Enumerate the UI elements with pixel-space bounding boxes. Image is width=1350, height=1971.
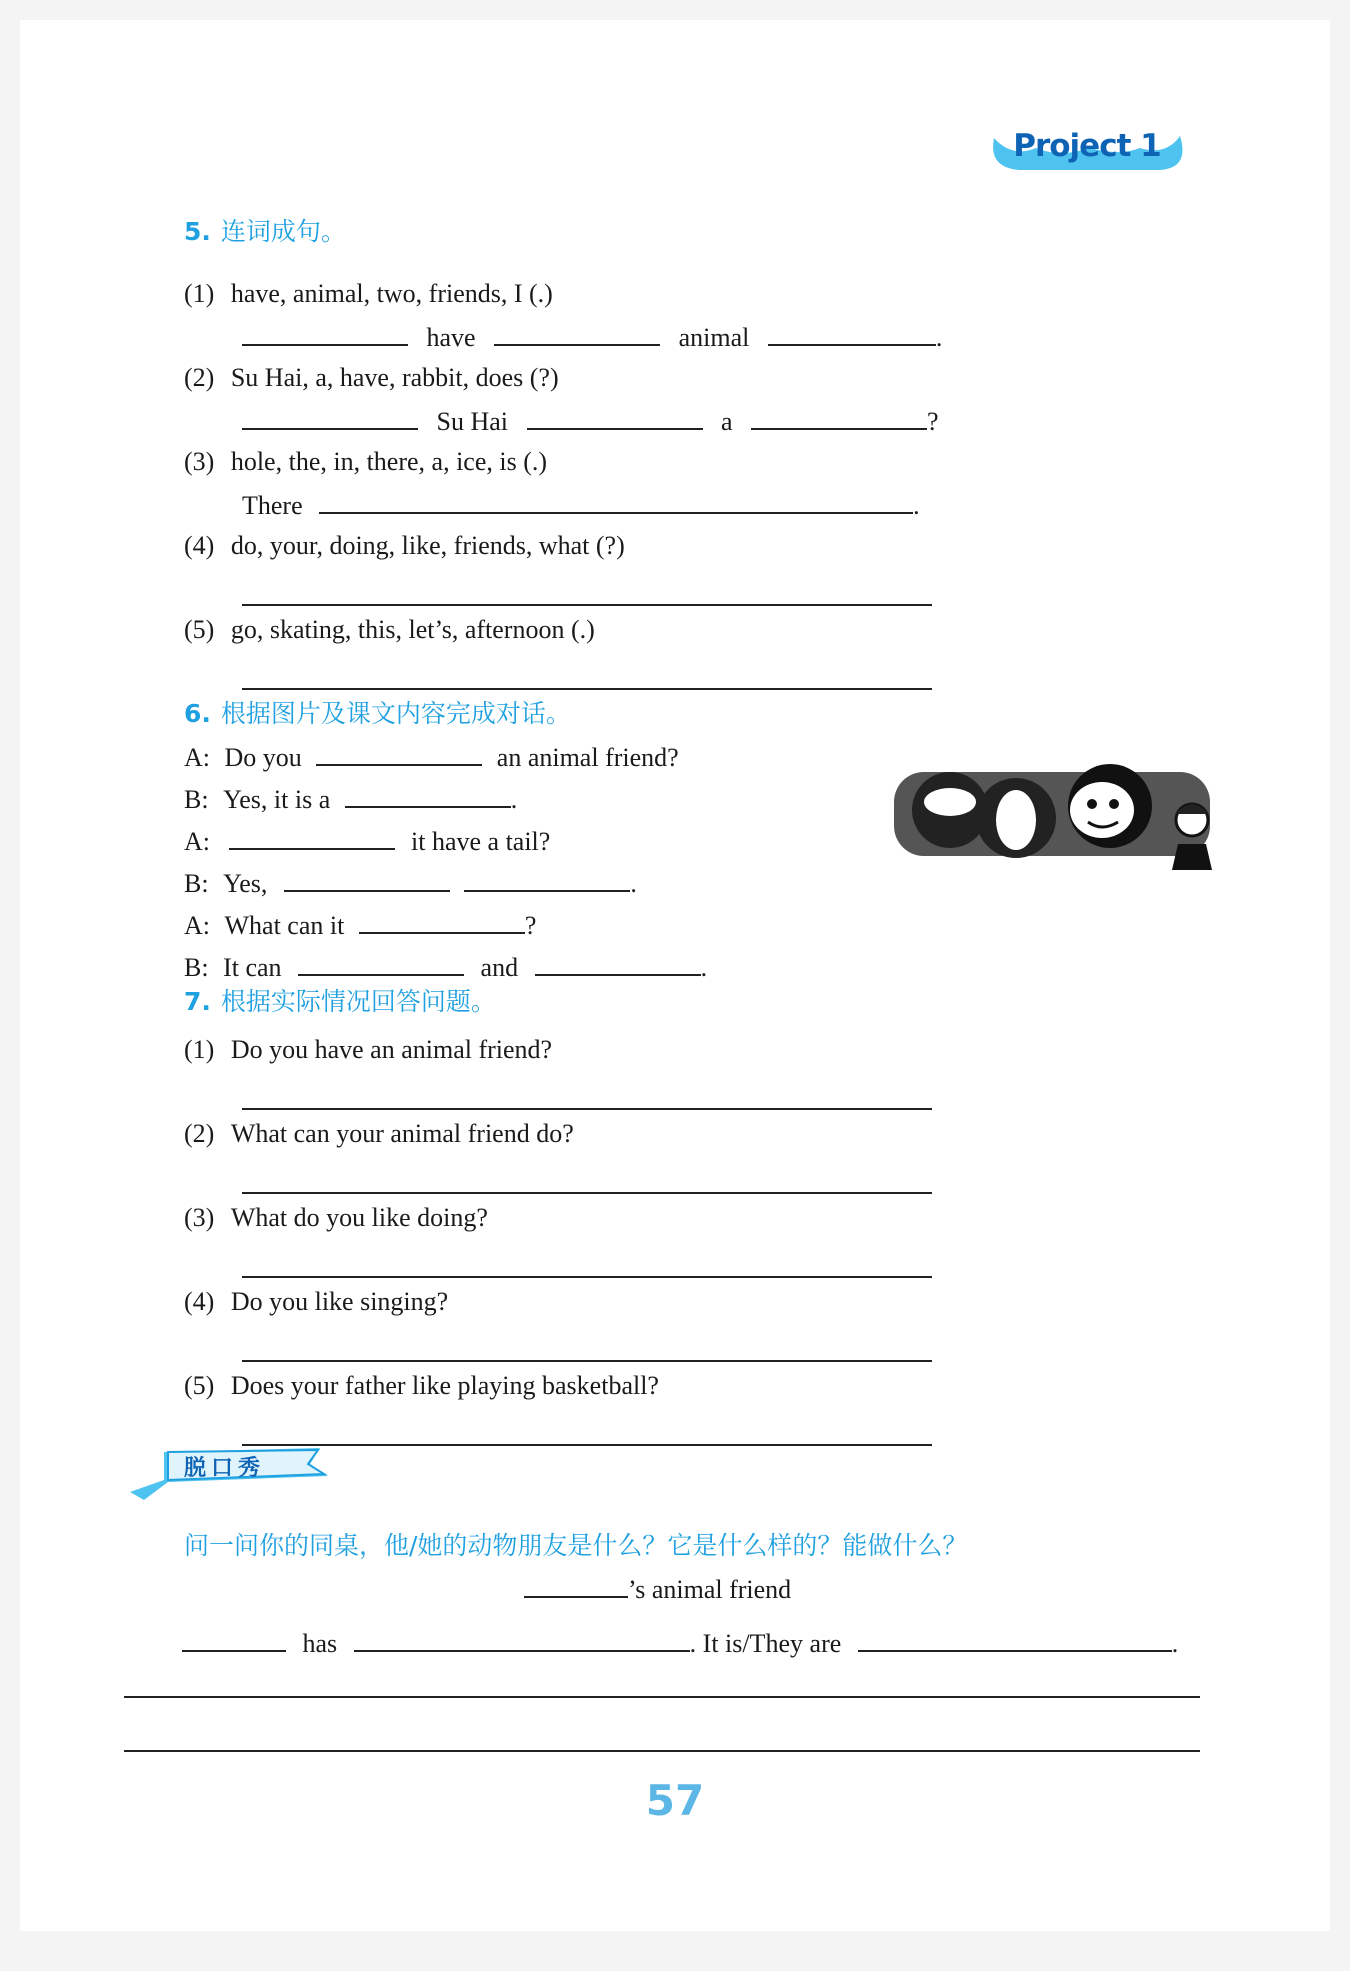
- item-words: hole, the, in, there, a, ice, is (.): [230, 447, 548, 476]
- answer-blank[interactable]: [242, 320, 408, 346]
- answer-blank[interactable]: [319, 488, 913, 514]
- dialog-text: Do you: [224, 743, 302, 772]
- worksheet-page: [20, 20, 1330, 1931]
- section-7-instruction: 根据实际情况回答问题。: [220, 987, 496, 1016]
- dialog-line-1: [184, 740, 679, 774]
- dialog-line-2: [184, 782, 517, 816]
- section-6-instruction: 根据图片及课文内容完成对话。: [220, 699, 571, 728]
- s5-item-2-answer: [242, 404, 939, 438]
- speaker: A:: [184, 911, 210, 940]
- s5-item-5-answer-line[interactable]: [242, 688, 932, 690]
- answer-blank[interactable]: [229, 824, 395, 850]
- answer-blank[interactable]: [494, 320, 660, 346]
- talk-text-mid: . It is/They are: [689, 1629, 842, 1658]
- item-label: (4): [184, 1287, 215, 1316]
- item-label: (5): [184, 1371, 215, 1400]
- given-word: a: [721, 407, 733, 436]
- talk-heading-text: ’s animal friend: [628, 1575, 792, 1604]
- s5-item-2-prompt: [184, 362, 559, 394]
- page-number: 57: [645, 1776, 705, 1825]
- speaker: B:: [184, 869, 209, 898]
- s7-answer-line-2[interactable]: [242, 1192, 932, 1194]
- dialog-text: Yes, it is a: [223, 785, 331, 814]
- talk-prompt: 问一问你的同桌，他/她的动物朋友是什么？它是什么样的？能做什么？: [184, 1531, 968, 1560]
- answer-blank[interactable]: [298, 950, 464, 976]
- question-text: Do you have an animal friend?: [230, 1035, 553, 1064]
- speaker: A:: [184, 827, 210, 856]
- badge-label: Project 1: [1013, 128, 1161, 164]
- given-word: Su Hai: [436, 407, 508, 436]
- s7-answer-line-4[interactable]: [242, 1360, 932, 1362]
- dialog-text: .: [630, 869, 637, 898]
- talk-text-end: .: [1171, 1629, 1179, 1658]
- name-blank[interactable]: [182, 1626, 286, 1652]
- dialog-text: Yes,: [223, 869, 268, 898]
- dialog-text: .: [700, 953, 708, 982]
- section-7-title: [184, 982, 496, 1018]
- s5-item-3-prompt: [184, 446, 547, 478]
- s5-item-1-prompt: [184, 278, 553, 310]
- speaker: A:: [184, 743, 210, 772]
- talk-show-badge: [124, 1440, 332, 1502]
- item-words: go, skating, this, let’s, afternoon (.): [230, 615, 595, 644]
- talk-text-has: has: [302, 1629, 338, 1658]
- section-6-title: [184, 694, 571, 730]
- dialog-text: .: [510, 785, 518, 814]
- given-word: animal: [678, 323, 750, 352]
- item-label: (2): [184, 1119, 215, 1148]
- dialog-text: What can it: [224, 911, 345, 940]
- s5-item-4-answer-line[interactable]: [242, 604, 932, 606]
- animal-blank[interactable]: [354, 1626, 690, 1652]
- answer-blank[interactable]: [316, 740, 482, 766]
- section-6-number: 6.: [184, 699, 211, 728]
- dialog-text: and: [480, 953, 519, 982]
- dialog-text: It can: [223, 953, 282, 982]
- answer-blank[interactable]: [768, 320, 936, 346]
- answer-blank[interactable]: [284, 866, 450, 892]
- answer-blank[interactable]: [535, 950, 701, 976]
- section-5-title: [184, 212, 346, 248]
- s7-question-2: [184, 1118, 574, 1150]
- s7-answer-line-3[interactable]: [242, 1276, 932, 1278]
- writing-line-1[interactable]: [124, 1696, 1200, 1698]
- item-words: have, animal, two, friends, I (.): [230, 279, 553, 308]
- item-label: (1): [184, 279, 215, 308]
- section-7-number: 7.: [184, 987, 211, 1016]
- s7-answer-line-5[interactable]: [242, 1444, 932, 1446]
- given-word: There: [242, 491, 303, 520]
- s7-question-4: [184, 1286, 448, 1318]
- end-punct: .: [935, 323, 943, 352]
- description-blank[interactable]: [858, 1626, 1172, 1652]
- answer-blank[interactable]: [464, 866, 630, 892]
- answer-blank[interactable]: [345, 782, 511, 808]
- question-text: What can your animal friend do?: [230, 1119, 574, 1148]
- animal-friend-illustration: [892, 758, 1234, 870]
- answer-blank[interactable]: [359, 908, 525, 934]
- speaker: B:: [184, 785, 209, 814]
- dialog-line-4: [184, 866, 637, 900]
- given-word: have: [426, 323, 476, 352]
- end-punct: .: [913, 491, 920, 520]
- s7-question-1: [184, 1034, 552, 1066]
- s7-question-5: [184, 1370, 659, 1402]
- s7-question-3: [184, 1202, 488, 1234]
- writing-line-2[interactable]: [124, 1750, 1200, 1752]
- section-5-number: 5.: [184, 217, 211, 246]
- end-punct: ?: [927, 407, 939, 436]
- s5-item-4-prompt: [184, 530, 625, 562]
- item-label: (3): [184, 1203, 215, 1232]
- name-blank[interactable]: [524, 1572, 628, 1598]
- s7-answer-line-1[interactable]: [242, 1108, 932, 1110]
- dialog-line-5: [184, 908, 536, 942]
- talk-sentence-line: [182, 1626, 1178, 1660]
- question-text: Do you like singing?: [230, 1287, 449, 1316]
- dialog-text: ?: [524, 911, 537, 940]
- item-label: (5): [184, 615, 215, 644]
- item-label: (2): [184, 363, 215, 392]
- talk-show-label: 脱口秀: [184, 1456, 266, 1481]
- s5-item-3-answer: [242, 488, 920, 522]
- section-5-instruction: 连词成句。: [220, 217, 346, 246]
- s5-item-5-prompt: [184, 614, 595, 646]
- answer-blank[interactable]: [242, 404, 418, 430]
- dialog-line-6: [184, 950, 707, 984]
- item-words: do, your, doing, like, friends, what (?): [230, 531, 625, 560]
- item-label: (3): [184, 447, 215, 476]
- dialog-line-3: [184, 824, 550, 858]
- item-words: Su Hai, a, have, rabbit, does (?): [230, 363, 559, 392]
- dialog-text: an animal friend?: [496, 743, 679, 772]
- project-badge: [980, 120, 1194, 180]
- answer-blank[interactable]: [751, 404, 927, 430]
- dialog-text: it have a tail?: [411, 827, 551, 856]
- speaker: B:: [184, 953, 209, 982]
- s5-item-1-answer: [242, 320, 942, 354]
- question-text: What do you like doing?: [230, 1203, 488, 1232]
- answer-blank[interactable]: [527, 404, 703, 430]
- talk-heading: [524, 1572, 791, 1606]
- question-text: Does your father like playing basketball?: [230, 1371, 659, 1400]
- item-label: (4): [184, 531, 215, 560]
- item-label: (1): [184, 1035, 215, 1064]
